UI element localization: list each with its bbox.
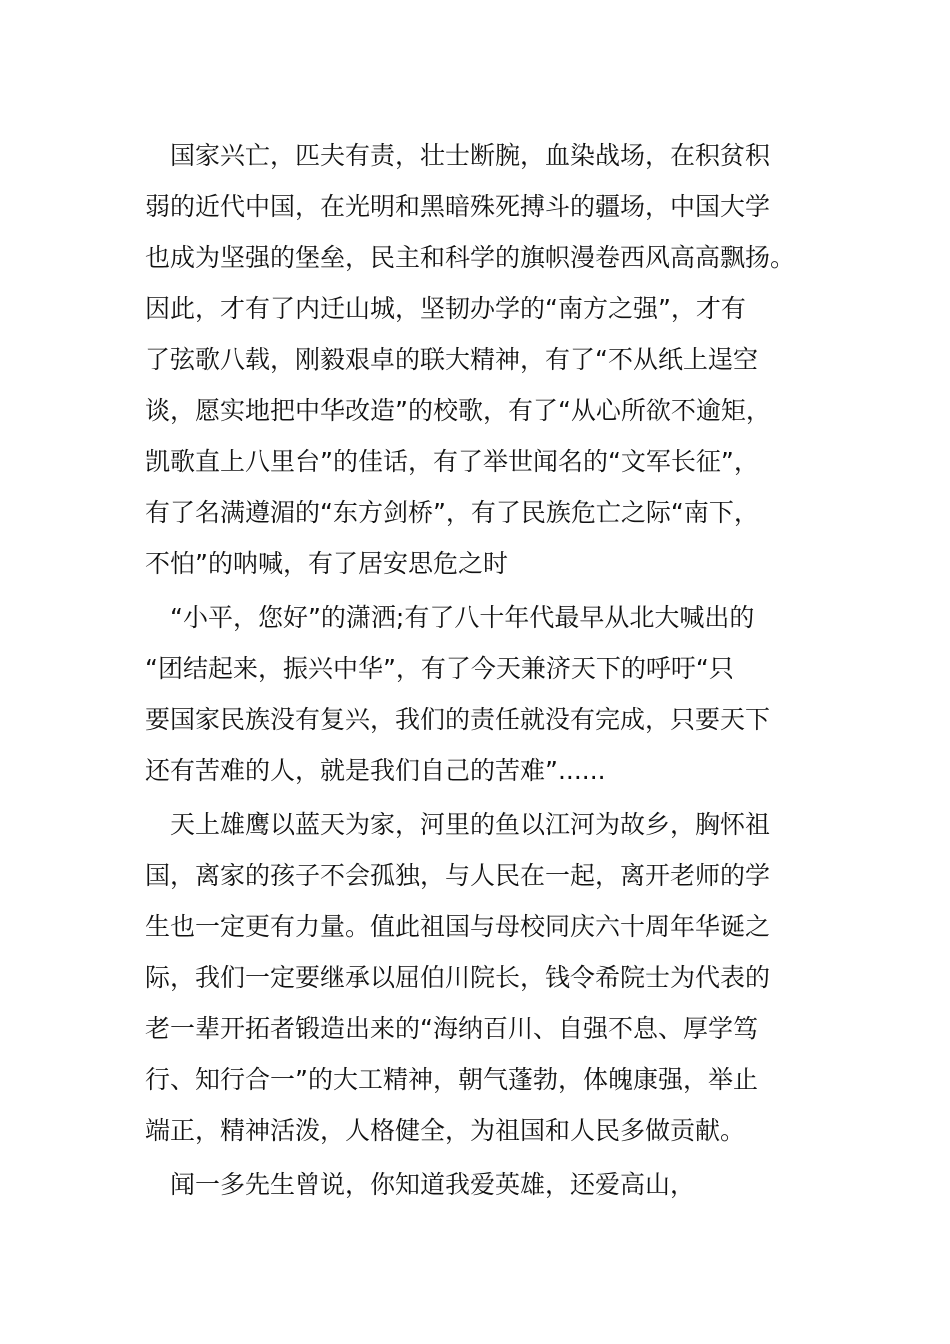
text-line: 弱的近代中国，在光明和黑暗殊死搏斗的疆场，中国大学 <box>145 192 771 221</box>
text-line: 还有苦难的人，就是我们自己的苦难”...... <box>145 756 606 785</box>
text-line: 因此，才有了内迁山城，坚韧办学的“南方之强”，才有 <box>145 294 746 323</box>
text-line: 不怕”的呐喊，有了居安思危之时 <box>145 549 508 578</box>
text-line: “团结起来，振兴中华”，有了今天兼济天下的呼吁“只 <box>145 654 734 683</box>
paragraph-4 <box>145 1159 805 1210</box>
text-line: 有了名满遵湄的“东方剑桥”，有了民族危亡之际“南下， <box>145 498 759 527</box>
text-line: 了弦歌八载，刚毅艰卓的联大精神，有了“不从纸上逞空 <box>145 345 758 374</box>
text-line: “小平，您好”的潇洒;有了八十年代最早从北大喊出的 <box>145 603 755 632</box>
text-line: 端正，精神活泼，人格健全，为祖国和人民多做贡献。 <box>145 1116 746 1145</box>
paragraph-1 <box>145 130 805 589</box>
text-line: 国家兴亡，匹夫有责，壮士断腕，血染战场，在积贫积 <box>145 141 771 170</box>
text-line: 谈，愿实地把中华改造”的校歌，有了“从心所欲不逾矩， <box>145 396 771 425</box>
text-line: 要国家民族没有复兴，我们的责任就没有完成，只要天下 <box>145 705 771 734</box>
text-line: 天上雄鹰以蓝天为家，河里的鱼以江河为故乡，胸怀祖 <box>145 810 771 839</box>
text-line: 生也一定更有力量。值此祖国与母校同庆六十周年华诞之 <box>145 912 771 941</box>
text-line: 际，我们一定要继承以屈伯川院长，钱令希院士为代表的 <box>145 963 771 992</box>
text-line: 国，离家的孩子不会孤独，与人民在一起，离开老师的学 <box>145 861 771 890</box>
text-line: 行、知行合一”的大工精神，朝气蓬勃，体魄康强，举止 <box>145 1065 758 1094</box>
text-line: 也成为坚强的堡垒，民主和科学的旗帜漫卷西风高高飘扬。 <box>145 243 796 272</box>
text-line: 老一辈开拓者锻造出来的“海纳百川、自强不息、厚学笃 <box>145 1014 758 1043</box>
text-line: 凯歌直上八里台”的佳话，有了举世闻名的“文军长征”， <box>145 447 759 476</box>
paragraph-2 <box>145 592 805 796</box>
body-text <box>145 130 805 1210</box>
text-line: 闻一多先生曾说，你知道我爱英雄，还爱高山， <box>145 1170 696 1199</box>
paragraph-3 <box>145 799 805 1156</box>
